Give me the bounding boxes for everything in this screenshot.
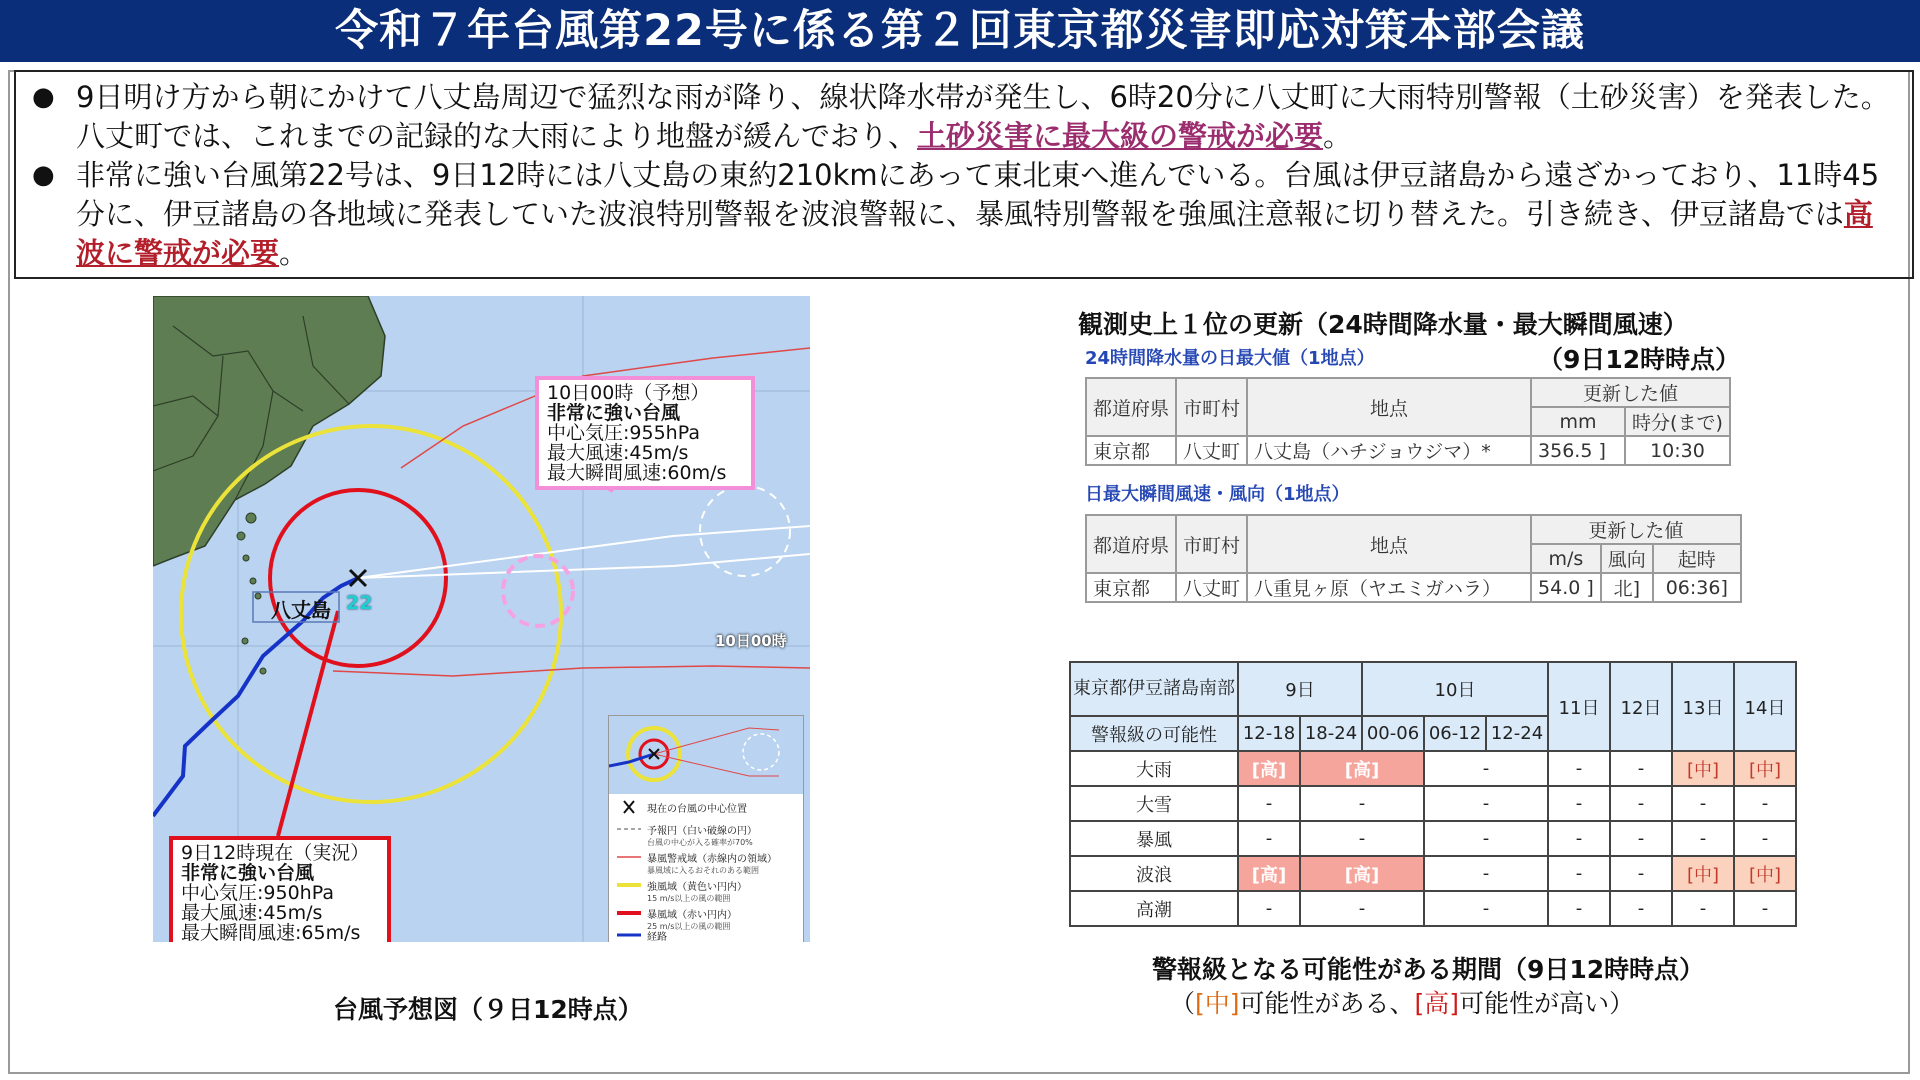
warning-cell: [中] [1672,856,1734,891]
warning-row-heavy-snow [1070,786,1796,821]
rain-point: 八丈島（ハチジョウジマ）* [1247,436,1531,465]
warning-cell: [高] [1238,751,1300,786]
warning-day-10: 10日 [1362,662,1548,716]
warning-cell: - [1610,856,1672,891]
rain-time: 10:30 [1625,436,1730,465]
bullet-rain-highlight: 土砂災害に最大級の警戒が必要 [917,119,1324,153]
warning-cell: - [1424,786,1548,821]
warning-slot-3: 00-06 [1362,716,1424,751]
legend-row-track [617,928,667,942]
storm-warning-area-icon [617,850,641,864]
warning-region: 東京都伊豆諸島南部 [1070,662,1238,716]
warning-cell: - [1548,856,1610,891]
warning-cell: [高] [1238,856,1300,891]
strong-wind-area-icon [617,878,641,892]
rain-header-city: 市町村 [1176,378,1247,436]
warning-slot-1: 12-18 [1238,716,1300,751]
legend-row-strong-wind [617,878,747,904]
current-max-gust: 最大瞬間風速:65m/s [181,922,361,942]
warning-cell: - [1424,856,1548,891]
bullet-typhoon-text: 非常に強い台風第22号は、9日12時には八丈島の東約210kmにあって東北東へ進んでいる。台風は伊豆諸島から遠ざかっており、11時45分に、伊豆諸島の各地域に発表していた波浪特別警報を波浪警報に、暴風特別警報を強風注意報に切り替えた。引き続き、伊豆諸島では [76,158,1880,231]
warning-cell: - [1300,891,1424,926]
warning-cell: - [1734,786,1796,821]
bullet-rain-end: 。 [1323,119,1353,153]
bullet-rain-text: 9日明け方から朝にかけて八丈島周辺で猛烈な雨が降り、線状降水帯が発生し、6時20分に八丈町に大雨特別警報（土砂災害）を発表した。八丈町では、これまでの記録的な大雨により地盤が緩んでおり、 [76,80,1890,153]
forecast-circle-icon [617,822,641,836]
warning-slot-5: 12-24 [1486,716,1548,751]
warning-cell: - [1734,821,1796,856]
current-time: 9日12時現在（実況） [181,842,370,864]
warning-cell: [高] [1300,751,1424,786]
warning-level-label: 警報級の可能性 [1070,716,1238,751]
warning-row-name: 高潮 [1070,891,1238,926]
legend-row-forecast [617,822,757,848]
rain-record-row [1086,436,1730,465]
rain-pref: 東京都 [1086,436,1176,465]
typhoon-number: 22 [346,592,373,614]
track-icon [617,928,641,942]
island-label: 八丈島 [271,598,331,622]
legend-text-warning-area: 暴風警戒域（赤線内の領域） 暴風域に入るおそれのある範囲 [647,854,777,875]
warning-cell: - [1238,786,1300,821]
rain-header-time: 時分(まで) [1625,407,1730,436]
warning-slot-4: 06-12 [1424,716,1486,751]
warning-cell: - [1672,891,1734,926]
legend-text-center: 現在の台風の中心位置 [647,804,747,815]
warning-cell: - [1672,786,1734,821]
warning-day-13: 13日 [1672,662,1734,751]
wind-point: 八重見ヶ原（ヤエミガハラ） [1247,573,1531,602]
legend-mid: [中] [1195,989,1240,1018]
current-callout [169,836,391,942]
forecast-pressure: 中心気圧:955hPa [547,422,700,444]
legend-text-storm: 暴風域（赤い円内） 25 m/s以上の風の範囲 [647,910,737,931]
warning-row-waves [1070,856,1796,891]
current-strength: 非常に強い台風 [181,862,315,884]
warning-cell: - [1672,821,1734,856]
warning-cell: [中] [1734,856,1796,891]
wind-city: 八丈町 [1176,573,1247,602]
legend-high: [高] [1414,989,1460,1018]
warning-cell: - [1610,751,1672,786]
map-caption: 台風予想図（９日12時点） [333,995,643,1024]
legend-open: （ [1170,989,1196,1018]
warning-cell: - [1548,821,1610,856]
legend-row-center [617,800,747,815]
warning-row-storm [1070,821,1796,856]
warning-cell: - [1424,821,1548,856]
warning-slot-2: 18-24 [1300,716,1362,751]
map-legend [608,715,804,942]
rain-record-table [1085,377,1731,466]
forecast-time: 10日00時（予想） [547,382,710,404]
warning-day-14: 14日 [1734,662,1796,751]
rain-city: 八丈町 [1176,436,1247,465]
warning-row-heavy-rain [1070,751,1796,786]
wind-header-point: 地点 [1247,515,1531,573]
forecast-max-gust: 最大瞬間風速:60m/s [547,462,727,484]
rain-header-pref: 都道府県 [1086,378,1176,436]
wind-value: 54.0 ] [1531,573,1601,602]
forecast-strength: 非常に強い台風 [547,402,681,424]
legend-mid-text: 可能性がある、 [1239,989,1415,1018]
warning-cell: - [1548,751,1610,786]
bullet-typhoon-highlight: 高波に警戒が必要 [76,197,1873,270]
warning-cell: - [1424,751,1548,786]
warning-row-name: 大雪 [1070,786,1238,821]
warning-cell: - [1238,891,1300,926]
storm-area-icon [617,906,641,920]
wind-header-unit: m/s [1531,544,1601,573]
warning-cell: - [1300,786,1424,821]
page-title: 令和７年台風第22号に係る第２回東京都災害即応対策本部会議 [0,0,1920,62]
warning-cell: [高] [1300,856,1424,891]
current-max-wind: 最大風速:45m/s [181,902,323,924]
bullet-typhoon-end: 。 [279,236,309,270]
bullet-typhoon [76,156,1898,273]
center-x-icon [617,800,641,814]
legend-row-warning-area [617,850,777,876]
warning-cell: - [1238,821,1300,856]
warning-cell: - [1300,821,1424,856]
warning-cell: - [1610,821,1672,856]
summary-box [14,70,1914,279]
warning-legend [1170,984,1634,1020]
islands [237,513,266,674]
warning-day-9: 9日 [1238,662,1362,716]
rain-header-unit: mm [1531,407,1625,436]
warning-row-storm-surge [1070,891,1796,926]
warning-cell: - [1734,891,1796,926]
legend-text-track: 経路 [647,932,667,942]
records-title: 観測史上１位の更新（24時間降水量・最大瞬間風速） [1078,310,1688,339]
forecast-max-wind: 最大風速:45m/s [547,442,689,464]
current-pressure: 中心気圧:950hPa [181,882,334,904]
warning-day-11: 11日 [1548,662,1610,751]
forecast-time-label: 10日00時 [715,632,787,650]
rain-header-updated: 更新した値 [1531,378,1730,407]
warning-cell: - [1424,891,1548,926]
typhoon-forecast-map [153,296,810,942]
wind-record-table [1085,514,1742,603]
warning-table [1069,661,1797,927]
legend-text-forecast: 予報円（白い破線の円） 台風の中心が入る確率が70% [647,826,757,847]
warning-cell: - [1548,891,1610,926]
warning-caption: 警報級となる可能性がある期間（9日12時時点） [1152,955,1705,984]
warning-row-name: 波浪 [1070,856,1238,891]
wind-time: 06:36] [1653,573,1741,602]
wind-header-pref: 都道府県 [1086,515,1176,573]
rain-subtitle: 24時間降水量の日最大値（1地点） [1085,348,1375,369]
wind-header-dir: 風向 [1601,544,1653,573]
warning-cell: - [1548,786,1610,821]
bullet-rain [76,78,1898,156]
wind-record-row [1086,573,1741,602]
warning-row-name: 暴風 [1070,821,1238,856]
legend-text-strong-wind: 強風域（黄色い円内） 15 m/s以上の風の範囲 [647,882,747,903]
warning-cell: [中] [1672,751,1734,786]
wind-dir: 北] [1601,573,1653,602]
rain-value: 356.5 ] [1531,436,1625,465]
wind-subtitle: 日最大瞬間風速・風向（1地点） [1085,484,1350,505]
wind-header-updated: 更新した値 [1531,515,1741,544]
forecast-callout [535,376,755,490]
forecast-track [358,526,810,578]
warning-cell: [中] [1734,751,1796,786]
wind-header-city: 市町村 [1176,515,1247,573]
wind-header-time: 起時 [1653,544,1741,573]
warning-day-12: 12日 [1610,662,1672,751]
rain-header-point: 地点 [1247,378,1531,436]
wind-pref: 東京都 [1086,573,1176,602]
warning-cell: - [1610,786,1672,821]
warning-row-name: 大雨 [1070,751,1238,786]
legend-high-text: 可能性が高い） [1459,989,1635,1018]
warning-cell: - [1610,891,1672,926]
legend-inset-map [609,716,803,794]
records-time-note: （9日12時時点） [1538,345,1741,374]
pointer-line-current [278,611,338,836]
